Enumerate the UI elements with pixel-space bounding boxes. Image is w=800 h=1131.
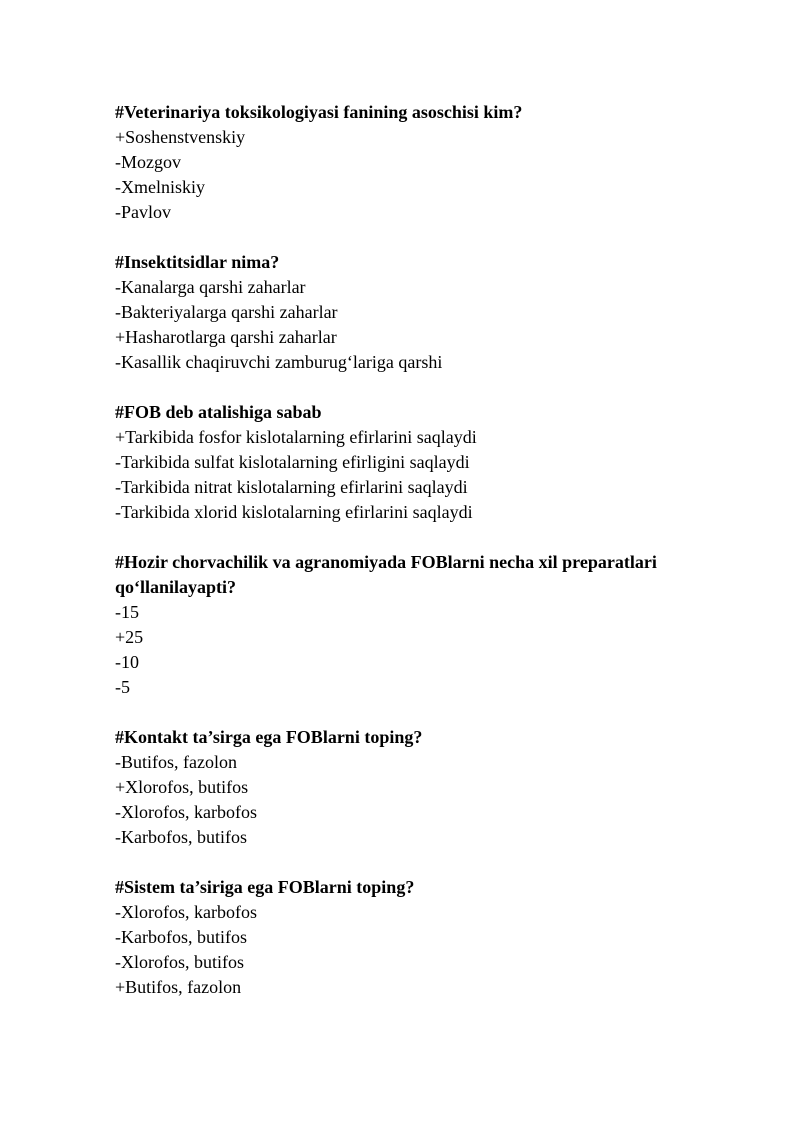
answer-option: -Tarkibida xlorid kislotalarning efirlarini saqlaydi — [115, 502, 473, 522]
question-text: #Sistem ta’siriga ega FOBlarni toping? — [115, 877, 415, 897]
answer-option: -Xlorofos, karbofos — [115, 902, 257, 922]
question-block — [115, 550, 715, 700]
answer-option: -Butifos, fazolon — [115, 752, 237, 772]
answer-option: -15 — [115, 602, 139, 622]
question-block — [115, 875, 715, 1000]
answer-option: -Bakteriyalarga qarshi zaharlar — [115, 302, 338, 322]
answer-option: -Xmelniskiy — [115, 177, 205, 197]
question-block — [115, 100, 715, 225]
answer-option: +Tarkibida fosfor kislotalarning efirlarini saqlaydi — [115, 427, 477, 447]
question-text: #Insektitsidlar nima? — [115, 252, 280, 272]
answer-option: -10 — [115, 652, 139, 672]
answer-option: -Karbofos, butifos — [115, 927, 247, 947]
answer-option: -5 — [115, 677, 130, 697]
answer-option: -Kanalarga qarshi zaharlar — [115, 277, 306, 297]
document-page — [115, 100, 715, 1025]
answer-option: +Butifos, fazolon — [115, 977, 242, 997]
answer-option: +Hasharotlarga qarshi zaharlar — [115, 327, 337, 347]
question-text: #FOB deb atalishiga sabab — [115, 402, 322, 422]
question-block — [115, 400, 715, 525]
answer-option: +Xlorofos, butifos — [115, 777, 249, 797]
answer-option: +Soshenstvenskiy — [115, 127, 246, 147]
answer-option: -Kasallik chaqiruvchi zamburug‘lariga qarshi — [115, 352, 443, 372]
answer-option: +25 — [115, 627, 144, 647]
question-text: #Hozir chorvachilik va agranomiyada FOBlarni necha xil preparatlari qo‘llanilayapti? — [115, 552, 657, 597]
answer-option: -Mozgov — [115, 152, 181, 172]
answer-option: -Tarkibida sulfat kislotalarning efirligini saqlaydi — [115, 452, 470, 472]
answer-option: -Tarkibida nitrat kislotalarning efirlarini saqlaydi — [115, 477, 468, 497]
question-text: #Kontakt ta’sirga ega FOBlarni toping? — [115, 727, 423, 747]
question-text: #Veterinariya toksikologiyasi fanining asoschisi kim? — [115, 102, 523, 122]
answer-option: -Xlorofos, karbofos — [115, 802, 257, 822]
answer-option: -Pavlov — [115, 202, 171, 222]
question-block — [115, 250, 715, 375]
answer-option: -Karbofos, butifos — [115, 827, 247, 847]
answer-option: -Xlorofos, butifos — [115, 952, 244, 972]
question-block — [115, 725, 715, 850]
